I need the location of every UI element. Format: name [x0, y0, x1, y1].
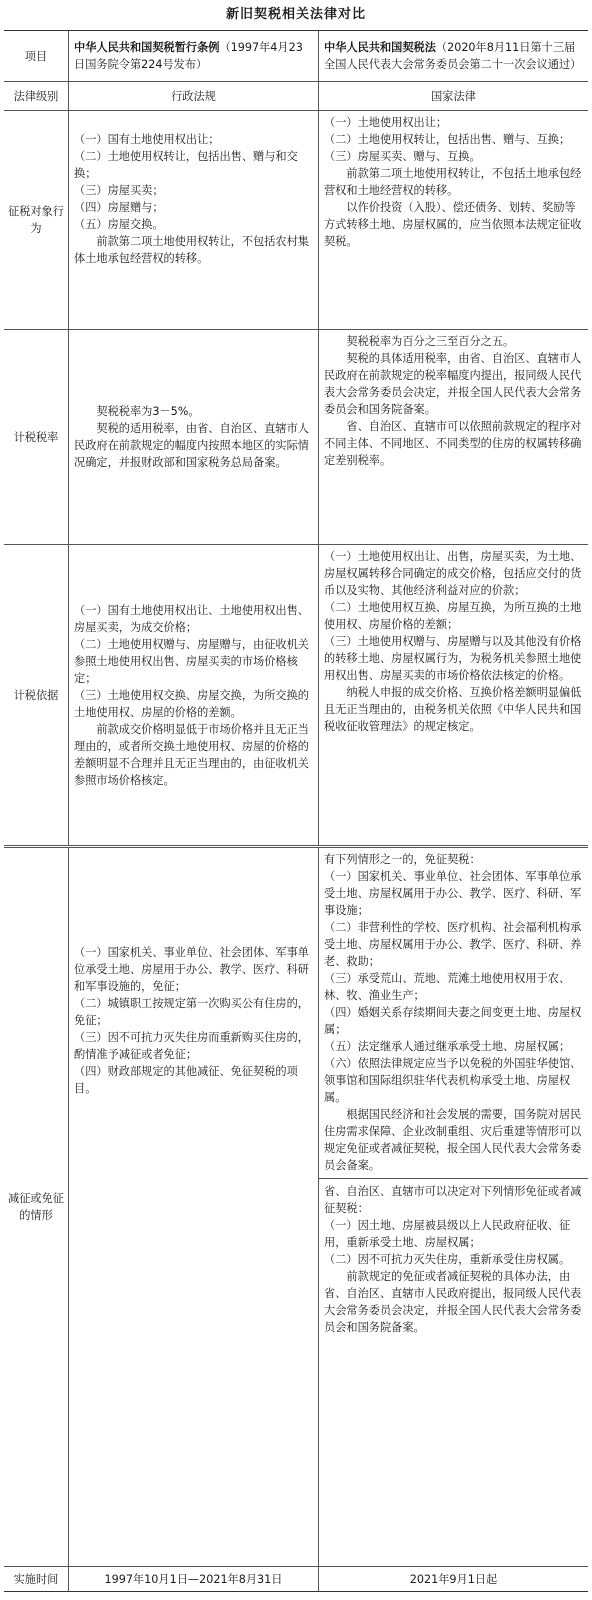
- row-label-rate: [4, 330, 69, 544]
- row-label-basis: [4, 545, 69, 845]
- object-new-item: 前款第二项土地使用权转让，不包括土地承包经营权和土地经营权的转移。: [324, 167, 582, 197]
- rate-old-cell: [69, 330, 319, 544]
- header-new-law-cell: [319, 31, 588, 81]
- basis-new-item: 纳税人申报的成交价格、互换价格差额明显偏低且无正当理由的，由税务机关依照《中华人民共和国税收征收管理法》的规定核定。: [324, 686, 582, 733]
- object-old-item: （三）房屋买卖；: [74, 184, 164, 197]
- table-row-object: [4, 111, 588, 330]
- basis-new-item: （三）土地使用权赠与、房屋赠与以及其他没有价格的转移土地、房屋权属行为，为税务机关参照土地使用权出售、房屋买卖的市场价格依法核定的价格。: [324, 635, 582, 682]
- date-new-cell: [319, 1567, 588, 1591]
- rate-new-item: 省、自治区、直辖市可以依照前款规定的程序对不同主体、不同地区、不同类型的住房的权属转移确定差别税率。: [324, 420, 582, 467]
- basis-new-item: （一）土地使用权出让、出售，房屋买卖，为土地、房屋权属转移合同确定的成交价格，包括应交付的货币以及实物、其他经济利益对应的价款；: [324, 550, 582, 597]
- relief-old-item: （四）财政部规定的其他减征、免征契税的项目。: [74, 1065, 298, 1095]
- object-new-item: （一）土地使用权出让；: [324, 116, 448, 129]
- relief-old-cell: [69, 848, 319, 1566]
- date-old-value: 1997年10月1日—2021年8月31日: [104, 1572, 283, 1586]
- relief-new-item: （一）因土地、房屋被县级以上人民政府征收、征用，重新承受土地、房屋权属；: [324, 1219, 571, 1249]
- basis-label: 计税依据: [13, 688, 59, 702]
- table-row-date: [4, 1567, 588, 1591]
- object-old-cell: [69, 111, 319, 329]
- table-row-relief: [4, 848, 588, 1567]
- object-old-item: （五）房屋交换。: [74, 218, 164, 231]
- level-old-value: 行政法规: [171, 89, 216, 103]
- object-old-item: （四）房屋赠与；: [74, 201, 164, 214]
- table-header-row: [4, 31, 588, 82]
- header-item-cell: [4, 31, 69, 81]
- header-old-law-cell: [69, 31, 319, 81]
- date-label: 实施时间: [13, 1572, 59, 1586]
- relief-label: 减征或免征的情形: [8, 1192, 64, 1222]
- comparison-table: [4, 30, 588, 1592]
- object-old-item: （一）国有土地使用权出让；: [74, 133, 220, 146]
- object-old-item: 前款第二项土地使用权转让，不包括农村集体土地承包经营权的转移。: [74, 235, 309, 265]
- new-law-name: 中华人民共和国契税法: [324, 41, 436, 54]
- basis-old-item: 前款成交价格明显低于市场价格并且无正当理由的，或者所交换土地使用权、房屋的价格的差额明显不合理并且无正当理由的，由征收机关参照市场价格核定。: [74, 722, 309, 787]
- relief-new-item: 根据国民经济和社会发展的需要，国务院对居民住房需求保障、企业改制重组、灾后重建等情形可以规定免征或者减征契税，报全国人民代表大会常务委员会备案。: [324, 1108, 582, 1172]
- relief-new-item: 省、自治区、直辖市可以决定对下列情形免征或者减征契税：: [324, 1185, 582, 1215]
- relief-new-item: 前款规定的免征或者减征契税的具体办法，由省、自治区、直辖市人民政府提出，报同级人民代表大会常务委员会决定，并报全国人民代表大会常务委员会和国务院备案。: [324, 1270, 582, 1334]
- relief-new-item: （六）依照法律规定应当予以免税的外国驻华使馆、领事馆和国际组织驻华代表机构承受土地、房屋权属。: [324, 1057, 582, 1104]
- basis-old-item: （二）土地使用权赠与、房屋赠与，由征收机关参照土地使用权出售、房屋买卖的市场价格核定；: [74, 637, 309, 685]
- date-old-cell: [69, 1567, 319, 1591]
- old-law-note: （1997年4月23日国务院令第224号发布）: [74, 41, 303, 71]
- object-new-item: （二）土地使用权转让，包括出售、赠与、互换；: [324, 133, 571, 146]
- new-law-note: （2020年8月11日第十三届全国人民代表大会常务委员会第二十一次会议通过）: [324, 41, 582, 71]
- date-new-value: 2021年9月1日起: [409, 1572, 498, 1586]
- rate-label: 计税税率: [13, 430, 59, 444]
- object-old-item: （二）土地使用权转让，包括出售、赠与和交换；: [74, 150, 298, 180]
- relief-new-item: （三）承受荒山、荒地、荒滩土地使用权用于农、林、牧、渔业生产；: [324, 972, 571, 1002]
- old-law-name: 中华人民共和国契税暂行条例: [74, 41, 220, 54]
- basis-new-item: （二）土地使用权互换、房屋互换，为所互换的土地使用权、房屋价格的差额；: [324, 601, 582, 631]
- row-label-object: [4, 111, 69, 329]
- header-item-label: 项目: [24, 49, 48, 63]
- relief-new-item: （二）因不可抗力灭失住房，重新承受住房权属。: [324, 1253, 571, 1266]
- relief-new-local-block: [324, 1179, 583, 1336]
- relief-new-item: （四）婚姻关系存续期间夫妻之间变更土地、房屋权属；: [324, 1006, 582, 1036]
- relief-new-exempt-block: [319, 848, 588, 1179]
- row-label-level: [4, 82, 69, 110]
- rate-old-item: 契税的适用税率，由省、自治区、直辖市人民政府在前款规定的幅度内按照本地区的实际情况确定，并报财政部和国家税务总局备案。: [74, 422, 309, 469]
- basis-old-cell: [69, 545, 319, 845]
- header-old-law-text: [74, 39, 313, 73]
- rate-new-cell: [319, 330, 588, 544]
- relief-old-item: （三）因不可抗力灭失住房而重新购买住房的，酌情准予减征或者免征；: [74, 1031, 309, 1061]
- object-new-item: （三）房屋买卖、赠与、互换。: [324, 150, 481, 163]
- object-label: 征税对象行为: [8, 205, 64, 235]
- basis-old-item: （三）土地使用权交换、房屋交换，为所交换的土地使用权、房屋的价格的差额。: [74, 688, 309, 719]
- rate-new-item: 契税税率为百分之三至百分之五。: [346, 335, 515, 348]
- relief-new-item: （二）非营利性的学校、医疗机构、社会福利机构承受土地、房屋权属用于办公、教学、医疗、科研、养老、救助；: [324, 921, 582, 968]
- relief-new-item: 有下列情形之一的，免征契税：: [324, 853, 481, 866]
- level-new-cell: [319, 82, 588, 110]
- table-row-level: [4, 82, 588, 111]
- basis-old-item: （一）国有土地使用权出让、土地使用权出售、房屋买卖，为成交价格；: [74, 603, 309, 634]
- object-new-item: 以作价投资（入股）、偿还债务、划转、奖励等方式转移土地、房屋权属的，应当依照本法规定征收契税。: [324, 201, 582, 248]
- object-new-cell: [319, 111, 588, 329]
- level-old-cell: [69, 82, 319, 110]
- row-label-relief: [4, 848, 69, 1566]
- relief-old-item: （一）国家机关、事业单位、社会团体、军事单位承受土地、房屋用于办公、教学、医疗、科研和军事设施的，免征；: [74, 946, 309, 993]
- relief-new-item: （五）法定继承人通过继承承受土地、房屋权属；: [324, 1040, 571, 1053]
- rate-old-item: 契税税率为3－5%。: [96, 405, 200, 418]
- level-label: 法律级别: [13, 89, 59, 103]
- table-row-rate: [4, 330, 588, 545]
- relief-new-cell: [319, 848, 588, 1566]
- relief-old-item: （二）城镇职工按规定第一次购买公有住房的，免征；: [74, 997, 309, 1027]
- level-new-value: 国家法律: [431, 89, 476, 103]
- basis-new-cell: [319, 545, 588, 845]
- table-row-basis: [4, 545, 588, 848]
- relief-new-item: （一）国家机关、事业单位、社会团体、军事单位承受土地、房屋权属用于办公、教学、医疗、科研、军事设施；: [324, 870, 582, 917]
- row-label-date: [4, 1567, 69, 1591]
- header-new-law-text: [324, 39, 583, 73]
- rate-new-item: 契税的具体适用税率，由省、自治区、直辖市人民政府在前款规定的税率幅度内提出，报同级人民代表大会常务委员会决定，并报全国人民代表大会常务委员会和国务院备案。: [324, 352, 582, 416]
- document-title: 新旧契税相关法律对比: [225, 7, 366, 22]
